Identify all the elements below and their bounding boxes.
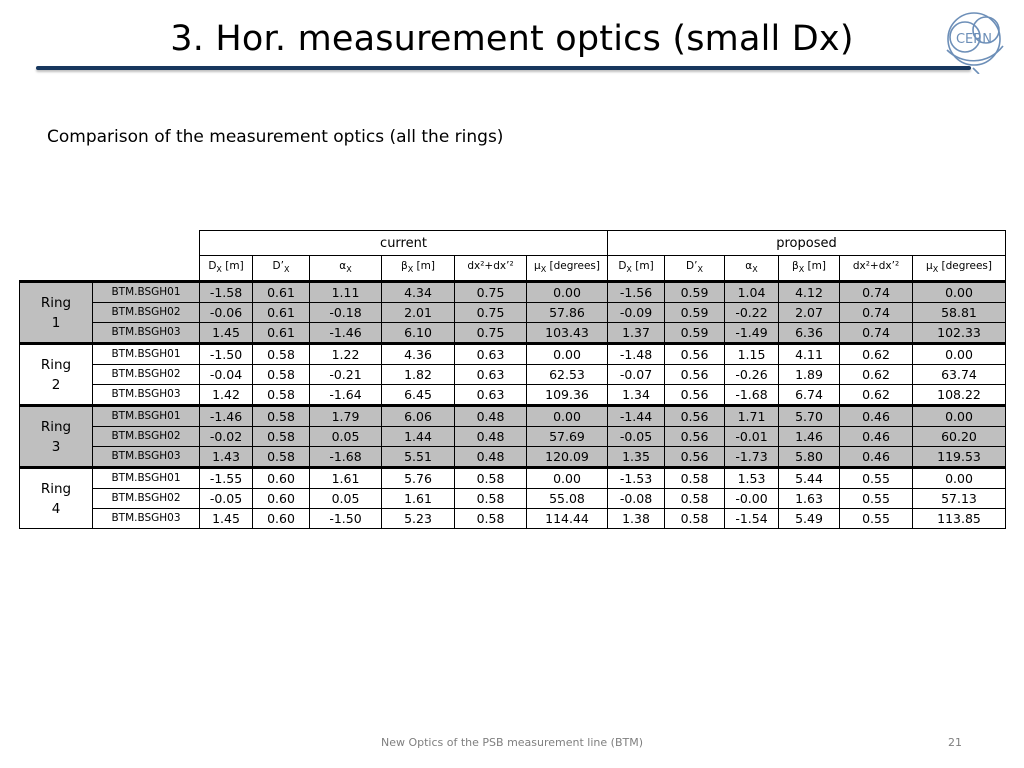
value-cell: -0.00	[725, 489, 779, 509]
blank-corner	[20, 231, 200, 256]
column-header: $\mu_X$ [degrees]	[913, 256, 1006, 282]
element-name-cell: BTM.BSGH01	[93, 406, 200, 427]
element-name-cell: BTM.BSGH02	[93, 365, 200, 385]
value-cell: -1.56	[608, 282, 665, 303]
value-cell: 57.86	[527, 303, 608, 323]
value-cell: 0.55	[840, 489, 913, 509]
value-cell: -0.08	[608, 489, 665, 509]
ring-label: Ring 1	[20, 282, 93, 344]
value-cell: 0.59	[665, 323, 725, 344]
column-header: $D’_X$	[665, 256, 725, 282]
ring-label: Ring 3	[20, 406, 93, 468]
value-cell: 0.56	[665, 344, 725, 365]
value-cell: 0.60	[253, 509, 310, 529]
element-name-cell: BTM.BSGH02	[93, 427, 200, 447]
value-cell: 1.15	[725, 344, 779, 365]
value-cell: 62.53	[527, 365, 608, 385]
value-cell: 1.42	[200, 385, 253, 406]
value-cell: 6.74	[779, 385, 840, 406]
page-number: 21	[948, 736, 962, 749]
value-cell: 120.09	[527, 447, 608, 468]
value-cell: 1.35	[608, 447, 665, 468]
element-name-cell: BTM.BSGH03	[93, 323, 200, 344]
value-cell: 58.81	[913, 303, 1006, 323]
table-row	[20, 509, 1006, 529]
value-cell: 4.12	[779, 282, 840, 303]
value-cell: 0.63	[455, 365, 527, 385]
table-row	[20, 427, 1006, 447]
value-cell: 0.58	[455, 468, 527, 489]
element-name-cell: BTM.BSGH02	[93, 303, 200, 323]
value-cell: -0.26	[725, 365, 779, 385]
column-header-row	[20, 256, 1006, 282]
column-header: dx²+dx’²	[840, 256, 913, 282]
value-cell: 0.56	[665, 427, 725, 447]
element-name-cell: BTM.BSGH03	[93, 509, 200, 529]
value-cell: 0.74	[840, 282, 913, 303]
value-cell: 119.53	[913, 447, 1006, 468]
table-row	[20, 303, 1006, 323]
value-cell: 1.71	[725, 406, 779, 427]
value-cell: 0.63	[455, 385, 527, 406]
value-cell: 1.38	[608, 509, 665, 529]
value-cell: -0.21	[310, 365, 382, 385]
value-cell: 0.00	[527, 344, 608, 365]
value-cell: 0.61	[253, 303, 310, 323]
value-cell: -1.53	[608, 468, 665, 489]
value-cell: 1.22	[310, 344, 382, 365]
value-cell: 109.36	[527, 385, 608, 406]
value-cell: 1.63	[779, 489, 840, 509]
value-cell: 6.06	[382, 406, 455, 427]
table-row	[20, 323, 1006, 344]
value-cell: 0.59	[665, 303, 725, 323]
element-name-cell: BTM.BSGH01	[93, 282, 200, 303]
element-name-cell: BTM.BSGH03	[93, 447, 200, 468]
cern-logo-text: CERN	[955, 32, 993, 47]
value-cell: 63.74	[913, 365, 1006, 385]
value-cell: 57.69	[527, 427, 608, 447]
cern-logo-icon	[943, 6, 1005, 74]
value-cell: 0.55	[840, 468, 913, 489]
value-cell: 0.58	[253, 344, 310, 365]
value-cell: 0.58	[665, 489, 725, 509]
element-name-cell: BTM.BSGH03	[93, 385, 200, 406]
value-cell: 1.53	[725, 468, 779, 489]
value-cell: 5.49	[779, 509, 840, 529]
value-cell: 2.01	[382, 303, 455, 323]
value-cell: -1.50	[310, 509, 382, 529]
value-cell: -1.58	[200, 282, 253, 303]
value-cell: 0.00	[913, 468, 1006, 489]
value-cell: 0.61	[253, 282, 310, 303]
value-cell: 4.11	[779, 344, 840, 365]
value-cell: 4.36	[382, 344, 455, 365]
value-cell: 0.46	[840, 427, 913, 447]
element-name-cell: BTM.BSGH02	[93, 489, 200, 509]
value-cell: 1.34	[608, 385, 665, 406]
value-cell: 0.58	[253, 385, 310, 406]
value-cell: 0.46	[840, 447, 913, 468]
value-cell: 0.58	[665, 468, 725, 489]
value-cell: 0.05	[310, 427, 382, 447]
value-cell: 0.75	[455, 323, 527, 344]
value-cell: 0.75	[455, 282, 527, 303]
value-cell: 0.56	[665, 385, 725, 406]
value-cell: 1.45	[200, 509, 253, 529]
element-name-cell: BTM.BSGH01	[93, 344, 200, 365]
value-cell: 57.13	[913, 489, 1006, 509]
value-cell: 5.80	[779, 447, 840, 468]
value-cell: -0.05	[200, 489, 253, 509]
value-cell: -1.50	[200, 344, 253, 365]
value-cell: -1.68	[310, 447, 382, 468]
value-cell: 0.62	[840, 344, 913, 365]
value-cell: 0.59	[665, 282, 725, 303]
column-header: $\alpha_X$	[725, 256, 779, 282]
value-cell: 5.23	[382, 509, 455, 529]
column-header: dx²+dx’²	[455, 256, 527, 282]
column-header: $\beta_X$ [m]	[779, 256, 840, 282]
value-cell: 1.04	[725, 282, 779, 303]
value-cell: 5.70	[779, 406, 840, 427]
blank-corner	[20, 256, 200, 282]
value-cell: 102.33	[913, 323, 1006, 344]
value-cell: 0.56	[665, 406, 725, 427]
column-header: $D_X$ [m]	[608, 256, 665, 282]
value-cell: 1.79	[310, 406, 382, 427]
value-cell: 1.61	[310, 468, 382, 489]
value-cell: 0.61	[253, 323, 310, 344]
value-cell: 0.58	[253, 365, 310, 385]
value-cell: 0.62	[840, 365, 913, 385]
value-cell: 0.74	[840, 303, 913, 323]
value-cell: 0.00	[527, 468, 608, 489]
value-cell: 0.58	[455, 489, 527, 509]
value-cell: -1.46	[310, 323, 382, 344]
value-cell: 5.76	[382, 468, 455, 489]
value-cell: 0.63	[455, 344, 527, 365]
value-cell: 1.46	[779, 427, 840, 447]
value-cell: -1.48	[608, 344, 665, 365]
value-cell: 114.44	[527, 509, 608, 529]
table-row	[20, 489, 1006, 509]
value-cell: -1.46	[200, 406, 253, 427]
value-cell: 0.05	[310, 489, 382, 509]
value-cell: 0.58	[665, 509, 725, 529]
value-cell: -0.09	[608, 303, 665, 323]
value-cell: -0.18	[310, 303, 382, 323]
value-cell: 108.22	[913, 385, 1006, 406]
value-cell: -1.49	[725, 323, 779, 344]
table-row	[20, 447, 1006, 468]
value-cell: 6.10	[382, 323, 455, 344]
value-cell: 0.58	[455, 509, 527, 529]
value-cell: 4.34	[382, 282, 455, 303]
value-cell: 0.58	[253, 427, 310, 447]
value-cell: 1.44	[382, 427, 455, 447]
column-header: $\alpha_X$	[310, 256, 382, 282]
title-underline	[36, 66, 971, 70]
value-cell: 5.51	[382, 447, 455, 468]
value-cell: 0.48	[455, 427, 527, 447]
value-cell: 0.60	[253, 468, 310, 489]
column-header: $D_X$ [m]	[200, 256, 253, 282]
value-cell: -0.02	[200, 427, 253, 447]
value-cell: 0.62	[840, 385, 913, 406]
ring-label: Ring 2	[20, 344, 93, 406]
table-row	[20, 406, 1006, 427]
value-cell: 0.74	[840, 323, 913, 344]
column-header: $\mu_X$ [degrees]	[527, 256, 608, 282]
value-cell: 0.55	[840, 509, 913, 529]
table-row	[20, 468, 1006, 489]
value-cell: 1.61	[382, 489, 455, 509]
value-cell: 6.45	[382, 385, 455, 406]
value-cell: -0.05	[608, 427, 665, 447]
value-cell: -0.07	[608, 365, 665, 385]
value-cell: 1.11	[310, 282, 382, 303]
value-cell: 2.07	[779, 303, 840, 323]
value-cell: 1.89	[779, 365, 840, 385]
value-cell: 1.45	[200, 323, 253, 344]
element-name-cell: BTM.BSGH01	[93, 468, 200, 489]
value-cell: 0.56	[665, 447, 725, 468]
group-header-proposed: proposed	[608, 231, 1006, 256]
value-cell: 0.58	[253, 447, 310, 468]
value-cell: 0.46	[840, 406, 913, 427]
value-cell: 0.00	[527, 282, 608, 303]
value-cell: 0.00	[527, 406, 608, 427]
value-cell: -0.06	[200, 303, 253, 323]
slide-subtitle: Comparison of the measurement optics (all the rings)	[47, 127, 504, 147]
value-cell: -1.68	[725, 385, 779, 406]
value-cell: 1.37	[608, 323, 665, 344]
value-cell: 6.36	[779, 323, 840, 344]
value-cell: -0.22	[725, 303, 779, 323]
value-cell: 1.82	[382, 365, 455, 385]
value-cell: 55.08	[527, 489, 608, 509]
group-header-current: current	[200, 231, 608, 256]
value-cell: 0.60	[253, 489, 310, 509]
value-cell: -0.01	[725, 427, 779, 447]
value-cell: 0.58	[253, 406, 310, 427]
optics-comparison-table	[19, 230, 1006, 529]
ring-label: Ring 4	[20, 468, 93, 529]
footer-text: New Optics of the PSB measurement line (BTM)	[380, 736, 643, 749]
column-header: $D’_X$	[253, 256, 310, 282]
slide-title: 3. Hor. measurement optics (small Dx)	[170, 19, 854, 59]
table-row	[20, 385, 1006, 406]
value-cell: 1.43	[200, 447, 253, 468]
value-cell: -1.64	[310, 385, 382, 406]
value-cell: -1.44	[608, 406, 665, 427]
value-cell: 0.48	[455, 447, 527, 468]
group-header-row	[20, 231, 1006, 256]
value-cell: -1.55	[200, 468, 253, 489]
value-cell: 103.43	[527, 323, 608, 344]
table-row	[20, 282, 1006, 303]
value-cell: 0.48	[455, 406, 527, 427]
value-cell: -1.54	[725, 509, 779, 529]
value-cell: -0.04	[200, 365, 253, 385]
value-cell: 0.56	[665, 365, 725, 385]
value-cell: 60.20	[913, 427, 1006, 447]
value-cell: 0.00	[913, 282, 1006, 303]
value-cell: 0.00	[913, 406, 1006, 427]
column-header: $\beta_X$ [m]	[382, 256, 455, 282]
table-row	[20, 365, 1006, 385]
table-row	[20, 344, 1006, 365]
value-cell: 0.00	[913, 344, 1006, 365]
value-cell: 5.44	[779, 468, 840, 489]
value-cell: 113.85	[913, 509, 1006, 529]
value-cell: -1.73	[725, 447, 779, 468]
value-cell: 0.75	[455, 303, 527, 323]
